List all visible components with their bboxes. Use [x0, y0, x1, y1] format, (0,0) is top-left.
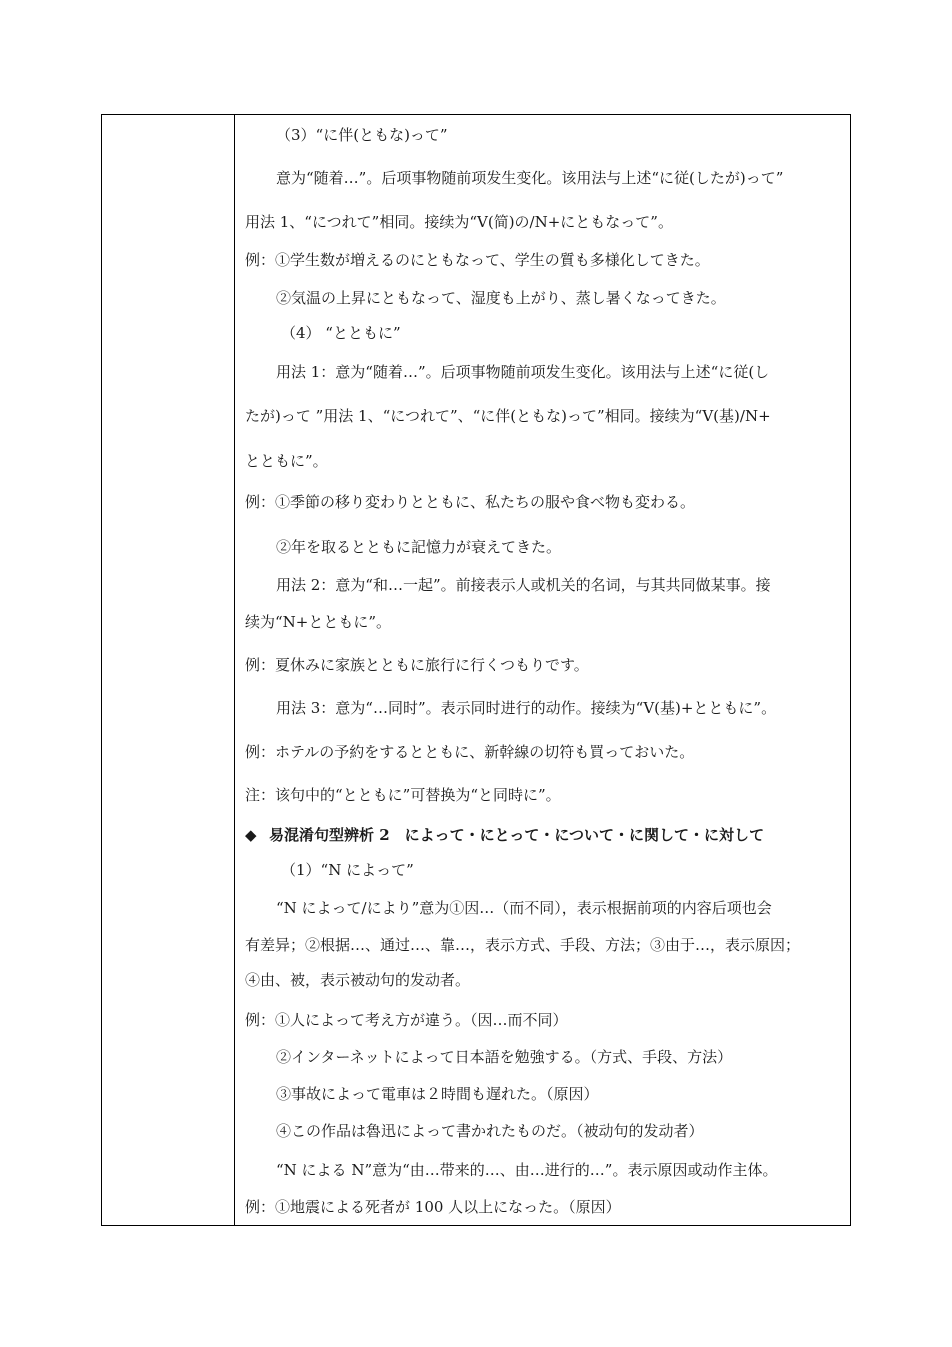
text-line: 续为“N+とともに”。: [245, 613, 392, 631]
text-line: ④この作品は魯迅によって書かれたものだ。（被动句的发动者）: [276, 1122, 704, 1140]
text-line: 用法 2：意为“和…一起”。前接表示人或机关的名词，与其共同做某事。接: [276, 576, 771, 594]
text-line: ②気温の上昇にともなって、湿度も上がり、蒸し暑くなってきた。: [276, 289, 726, 307]
text-line: 用法 1、“につれて”相同。接续为“V(简)の/N+にともなって”。: [245, 213, 673, 231]
text-line: 用法 3：意为“…同时”。表示同时进行的动作。接续为“V(基)+とともに”。: [276, 699, 777, 717]
text-line: 例：①季節の移り変わりとともに、私たちの服や食べ物も変わる。: [245, 493, 696, 511]
section-heading: [245, 825, 764, 845]
text-line: ②インターネットによって日本語を勉強する。（方式、手段、方法）: [276, 1048, 733, 1066]
text-line: 意为“随着…”。后项事物随前项发生变化。该用法与上述“に従(したが)って”: [276, 169, 784, 187]
section-heading-text: 易混淆句型辨析 2 によって・にとって・について・に関して・に対して: [269, 826, 765, 844]
right-column-cell: [235, 115, 850, 1225]
text-line: たが)って ”用法 1、“につれて”、“に伴(ともな)って”相同。接续为“V(基)/N+: [245, 407, 771, 425]
text-line: 注：该句中的“とともに”可替换为“と同時に”。: [245, 786, 561, 804]
text-line: （3）“に伴(ともな)って”: [276, 126, 448, 144]
text-line: 例：①地震による死者が 100 人以上になった。（原因）: [245, 1198, 621, 1216]
text-line: 例：ホテルの予約をするとともに、新幹線の切符も買っておいた。: [245, 743, 695, 761]
diamond-bullet-icon: ◆: [245, 826, 257, 844]
text-line: 例：①人によって考え方が違う。（因…而不同）: [245, 1011, 568, 1029]
text-line: 用法 1：意为“随着…”。后项事物随前项发生变化。该用法与上述“に従(し: [276, 363, 770, 381]
text-line: ④由、被，表示被动句的发动者。: [245, 971, 471, 989]
text-line: （1）“N によって”: [281, 861, 414, 879]
content-table: [101, 114, 851, 1226]
text-line: “N による N”意为“由…带来的…、由…进行的…”。表示原因或动作主体。: [276, 1161, 778, 1179]
text-line: とともに”。: [245, 452, 328, 470]
text-line: “N によって/により”意为①因…（而不同），表示根据前项的内容后项也会: [276, 899, 772, 917]
left-column-cell: [102, 115, 235, 1225]
text-line: 例：①学生数が増えるのにともなって、学生の質も多様化してきた。: [245, 251, 710, 269]
text-line: （4） “とともに”: [281, 324, 401, 342]
text-line: 例：夏休みに家族とともに旅行に行くつもりです。: [245, 656, 589, 674]
text-line: 有差异；②根据…、通过…、靠…，表示方式、手段、方法；③由于…，表示原因；: [245, 936, 801, 954]
text-line: ②年を取るとともに記憶力が衰えてきた。: [276, 538, 562, 556]
text-line: ③事故によって電車は２時間も遅れた。（原因）: [276, 1085, 599, 1103]
